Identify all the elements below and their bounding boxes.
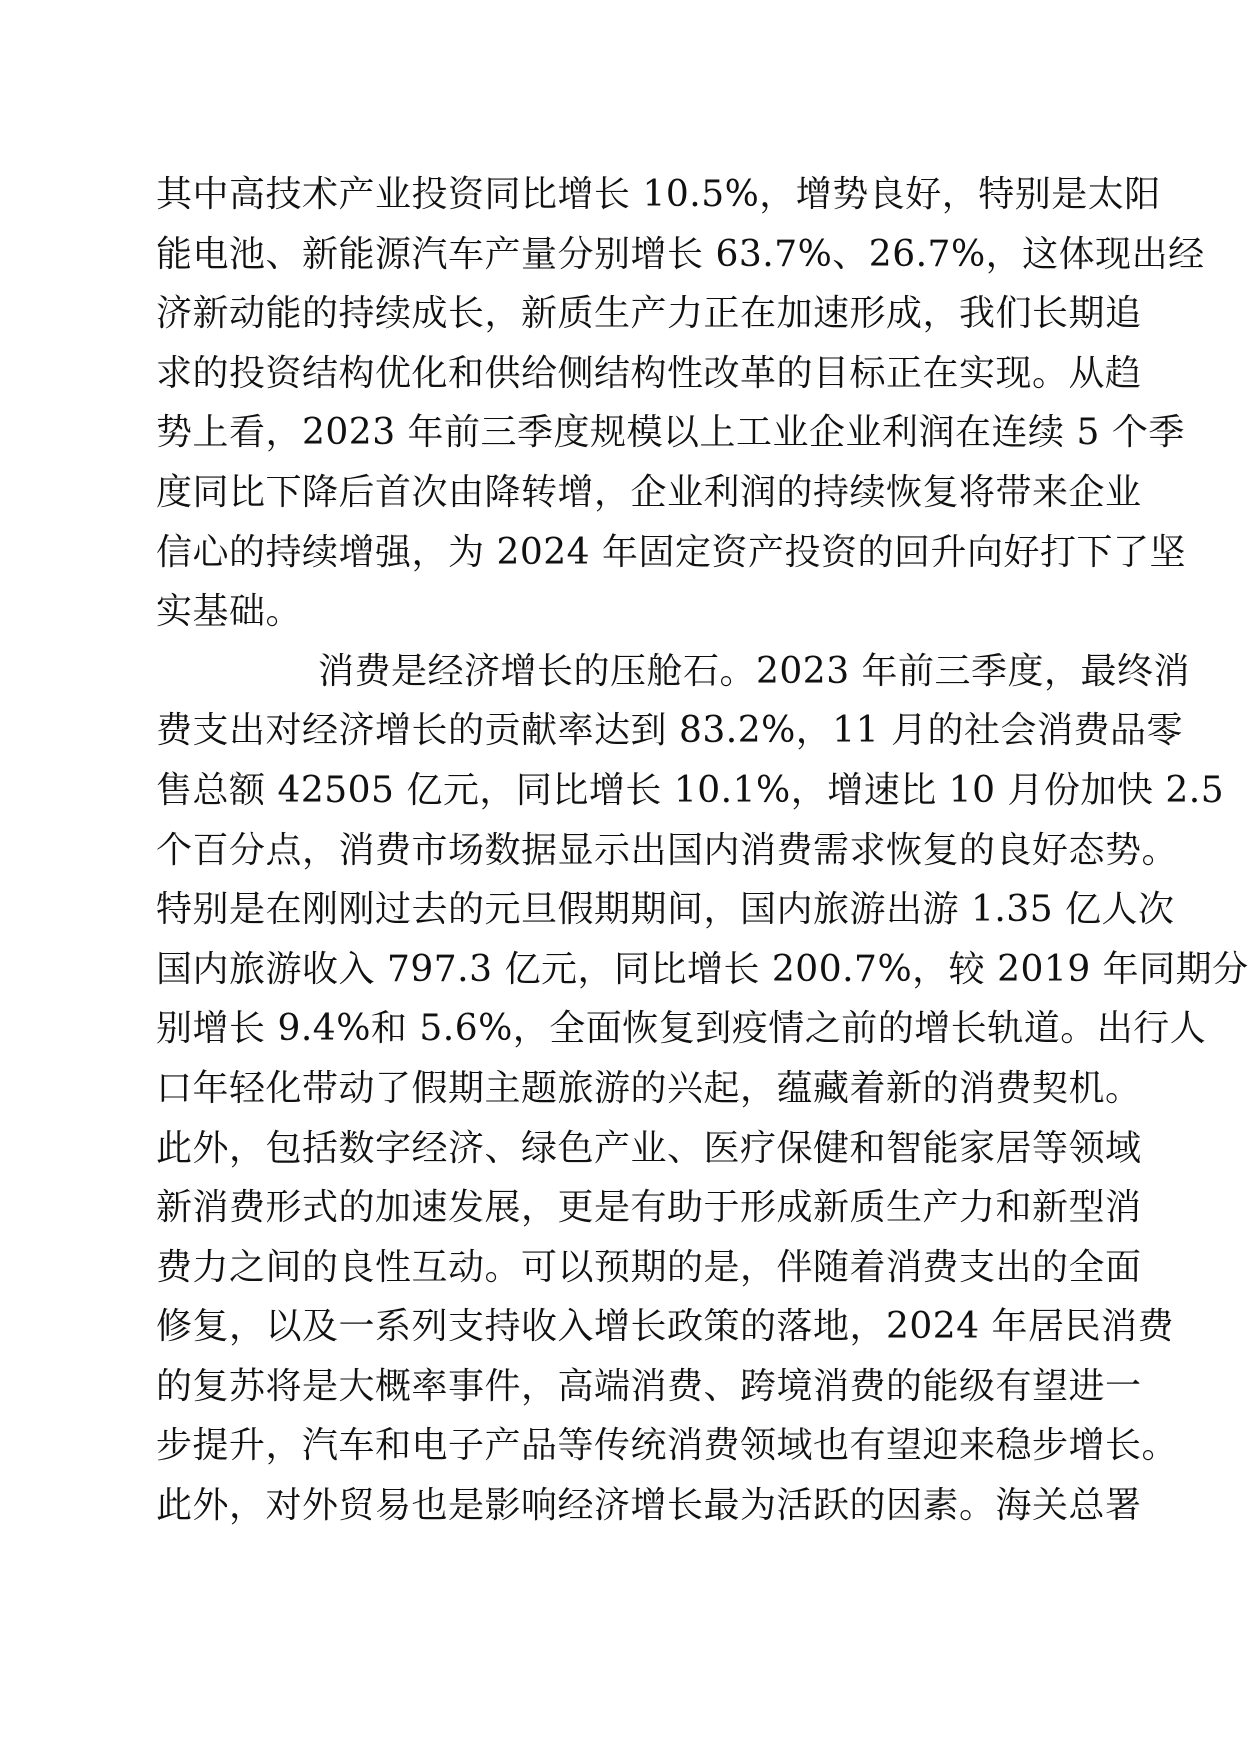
text-line: 此外，包括数字经济、绿色产业、医疗保健和智能家居等领域 xyxy=(156,1127,1142,1169)
text-line: 能电池、新能源汽车产量分别增长 63.7%、26.7%，这体现出经 xyxy=(156,233,1205,275)
body-text xyxy=(156,165,1249,1536)
text-line: 此外，对外贸易也是影响经济增长最为活跃的因素。海关总署 xyxy=(156,1485,1142,1527)
text-line: 个百分点，消费市场数据显示出国内消费需求恢复的良好态势。 xyxy=(156,829,1179,871)
text-line: 其中高技术产业投资同比增长 10.5%，增势良好，特别是太阳 xyxy=(156,174,1161,215)
text-line: 步提升，汽车和电子产品等传统消费领域也有望迎来稳步增长。 xyxy=(156,1425,1179,1467)
text-line: 新消费形式的加速发展，更是有助于形成新质生产力和新型消 xyxy=(156,1187,1142,1229)
paragraph-start-line: 消费是经济增长的压舱石。2023 年前三季度，最终消 xyxy=(318,650,1191,692)
text-line: 口年轻化带动了假期主题旅游的兴起，蕴藏着新的消费契机。 xyxy=(156,1067,1142,1109)
text-line: 售总额 42505 亿元，同比增长 10.1%，增速比 10 月份加快 2.5 xyxy=(156,769,1225,811)
text-line: 度同比下降后首次由降转增，企业利润的持续恢复将带来企业 xyxy=(156,471,1142,513)
text-line: 费支出对经济增长的贡献率达到 83.2%，11 月的社会消费品零 xyxy=(156,710,1184,752)
text-line: 特别是在刚刚过去的元旦假期期间，国内旅游出游 1.35 亿人次 xyxy=(156,889,1175,931)
text-line: 费力之间的良性互动。可以预期的是，伴随着消费支出的全面 xyxy=(156,1246,1142,1288)
text-line: 的复苏将是大概率事件，高端消费、跨境消费的能级有望进一 xyxy=(156,1365,1142,1407)
text-line: 国内旅游收入 797.3 亿元，同比增长 200.7%，较 2019 年同期分 xyxy=(156,948,1249,990)
paragraph-end-line: 实基础。 xyxy=(156,591,303,633)
text-line: 别增长 9.4%和 5.6%，全面恢复到疫情之前的增长轨道。出行人 xyxy=(156,1008,1207,1050)
text-line: 修复，以及一系列支持收入增长政策的落地，2024 年居民消费 xyxy=(156,1306,1175,1348)
text-line: 势上看，2023 年前三季度规模以上工业企业利润在连续 5 个季 xyxy=(156,412,1185,454)
text-line: 求的投资结构优化和供给侧结构性改革的目标正在实现。从趋 xyxy=(156,352,1142,394)
text-line: 济新动能的持续成长，新质生产力正在加速形成，我们长期追 xyxy=(156,293,1142,335)
text-line: 信心的持续增强，为 2024 年固定资产投资的回升向好打下了坚 xyxy=(156,531,1187,573)
